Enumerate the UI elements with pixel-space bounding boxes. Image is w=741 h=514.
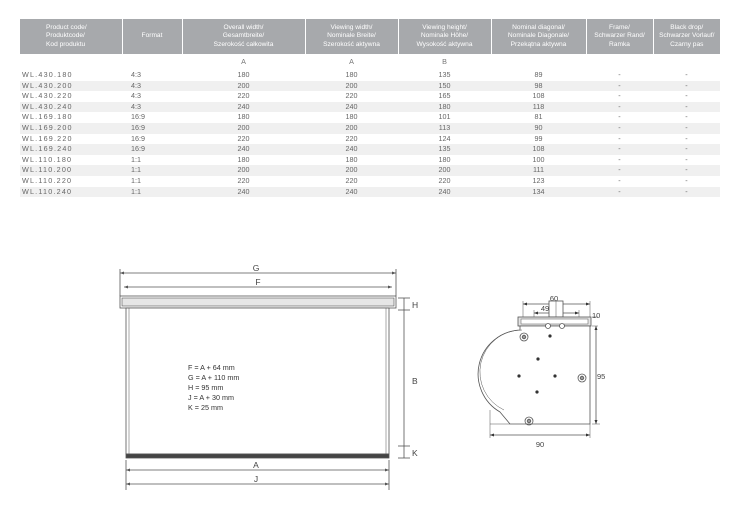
table-cell: 16:9 (122, 123, 182, 134)
table-cell: 220 (398, 176, 491, 187)
table-cell: 240 (305, 102, 398, 113)
table-cell: - (586, 144, 653, 155)
table-cell: 165 (398, 91, 491, 102)
letter-cell: A (241, 57, 246, 66)
table-cell: WL.430.200 (20, 81, 122, 92)
label-h: H (412, 300, 419, 310)
label-a: A (253, 460, 259, 470)
table-cell: WL.169.180 (20, 112, 122, 123)
table-cell: 220 (182, 134, 305, 145)
table-cell: - (653, 155, 720, 166)
table-cell: 240 (182, 144, 305, 155)
table-cell: 240 (305, 187, 398, 198)
formula-k: K = 25 mm (188, 403, 223, 412)
table-cell: - (653, 187, 720, 198)
header-nominal-diagonal: Nominal diagonal/ Nominale Diagonale/ Przekątna aktywna (491, 19, 586, 54)
header-overall-width: Overall width/ Gesamtbreite/ Szerokość całkowita (182, 19, 305, 54)
table-cell: - (586, 165, 653, 176)
table-cell: 4:3 (122, 91, 182, 102)
table-cell: - (586, 91, 653, 102)
table-cell: 1:1 (122, 165, 182, 176)
table-cell: WL.110.180 (20, 155, 122, 166)
table-cell: 135 (398, 144, 491, 155)
table-cell: 1:1 (122, 155, 182, 166)
header-viewing-height: Viewing height/ Nominale Höhe/ Wysokość aktywna (398, 19, 491, 54)
table-cell: WL.430.180 (20, 70, 122, 81)
table-cell: - (653, 81, 720, 92)
table-cell: 240 (305, 144, 398, 155)
table-cell: - (586, 187, 653, 198)
label-k: K (412, 448, 418, 458)
table-cell: 240 (182, 102, 305, 113)
table-cell: 180 (182, 155, 305, 166)
table-cell: - (586, 176, 653, 187)
table-cell: 1:1 (122, 187, 182, 198)
formula-j: J = A + 30 mm (188, 393, 234, 402)
letter-cell: B (442, 57, 447, 66)
table-cell: 220 (305, 91, 398, 102)
table-cell: WL.169.240 (20, 144, 122, 155)
table-cell: - (586, 112, 653, 123)
letter-cell: A (349, 57, 354, 66)
table-cell: 113 (398, 123, 491, 134)
header-frame: Frame/ Schwarzer Rand/ Ramka (586, 19, 653, 54)
header-format: Format (122, 19, 182, 54)
table-cell: 240 (182, 187, 305, 198)
table-cell: - (653, 70, 720, 81)
dim-10: 10 (592, 311, 601, 320)
table-cell: 220 (182, 91, 305, 102)
table-cell: 81 (491, 112, 586, 123)
header-viewing-width: Viewing width/ Nominale Breite/ Szerokość aktywna (305, 19, 398, 54)
table-cell: 4:3 (122, 81, 182, 92)
table-cell: 135 (398, 70, 491, 81)
dim-90: 90 (535, 440, 545, 449)
table-cell: 200 (182, 123, 305, 134)
table-cell: 200 (305, 81, 398, 92)
table-cell: WL.169.220 (20, 134, 122, 145)
dim-95: 95 (597, 372, 606, 381)
table-cell: 150 (398, 81, 491, 92)
table-cell: 108 (491, 91, 586, 102)
table-cell: WL.110.200 (20, 165, 122, 176)
table-cell: WL.110.240 (20, 187, 122, 198)
table-cell: 240 (398, 187, 491, 198)
formula-h: H = 95 mm (188, 383, 224, 392)
table-cell: - (586, 70, 653, 81)
dim-49: 49 (540, 304, 550, 313)
table-cell: 90 (491, 123, 586, 134)
formula-f: F = A + 64 mm (188, 363, 235, 372)
table-cell: - (653, 123, 720, 134)
table-cell: WL.430.240 (20, 102, 122, 113)
table-cell: 180 (398, 155, 491, 166)
table-cell: 180 (182, 70, 305, 81)
table-cell: 180 (305, 155, 398, 166)
table-cell: 1:1 (122, 176, 182, 187)
table-cell: - (653, 102, 720, 113)
table-cell: 134 (491, 187, 586, 198)
table-cell: WL.169.200 (20, 123, 122, 134)
label-j: J (253, 474, 259, 484)
table-cell: 16:9 (122, 134, 182, 145)
header-product-code: Product code/ Produktcode/ Kod produktu (20, 19, 122, 54)
label-f: F (255, 277, 261, 287)
table-cell: - (586, 134, 653, 145)
table-cell: 180 (398, 102, 491, 113)
table-cell: 99 (491, 134, 586, 145)
table-cell: 200 (182, 165, 305, 176)
table-cell: 111 (491, 165, 586, 176)
label-g: G (252, 263, 260, 273)
table-cell: - (653, 176, 720, 187)
table-cell: 98 (491, 81, 586, 92)
table-cell: 89 (491, 70, 586, 81)
table-cell: 220 (305, 176, 398, 187)
table-cell: - (586, 102, 653, 113)
table-cell: 118 (491, 102, 586, 113)
table-cell: 4:3 (122, 70, 182, 81)
table-cell: 100 (491, 155, 586, 166)
header-black-drop: Black drop/ Schwarzer Vorlauf/ Czarny pas (653, 19, 720, 54)
table-cell: - (653, 112, 720, 123)
table-cell: 180 (305, 70, 398, 81)
table-cell: 123 (491, 176, 586, 187)
table-cell: - (586, 81, 653, 92)
table-cell: 220 (305, 134, 398, 145)
table-cell: 200 (305, 165, 398, 176)
table-cell: 4:3 (122, 102, 182, 113)
table-cell: - (653, 134, 720, 145)
table-cell: WL.430.220 (20, 91, 122, 102)
table-cell: 16:9 (122, 144, 182, 155)
table-cell: 200 (398, 165, 491, 176)
table-cell: 180 (305, 112, 398, 123)
label-b: B (412, 376, 418, 386)
formula-g: G = A + 110 mm (188, 373, 240, 382)
table-cell: 108 (491, 144, 586, 155)
dim-60: 60 (549, 294, 559, 303)
table-cell: - (653, 144, 720, 155)
table-cell: - (586, 123, 653, 134)
table-cell: 16:9 (122, 112, 182, 123)
table-cell: - (653, 165, 720, 176)
table-cell: 200 (305, 123, 398, 134)
table-cell: - (653, 91, 720, 102)
table-cell: - (586, 155, 653, 166)
table-cell: 101 (398, 112, 491, 123)
table-cell: 200 (182, 81, 305, 92)
table-cell: 180 (182, 112, 305, 123)
table-cell: 124 (398, 134, 491, 145)
table-cell: WL.110.220 (20, 176, 122, 187)
table-cell: 220 (182, 176, 305, 187)
